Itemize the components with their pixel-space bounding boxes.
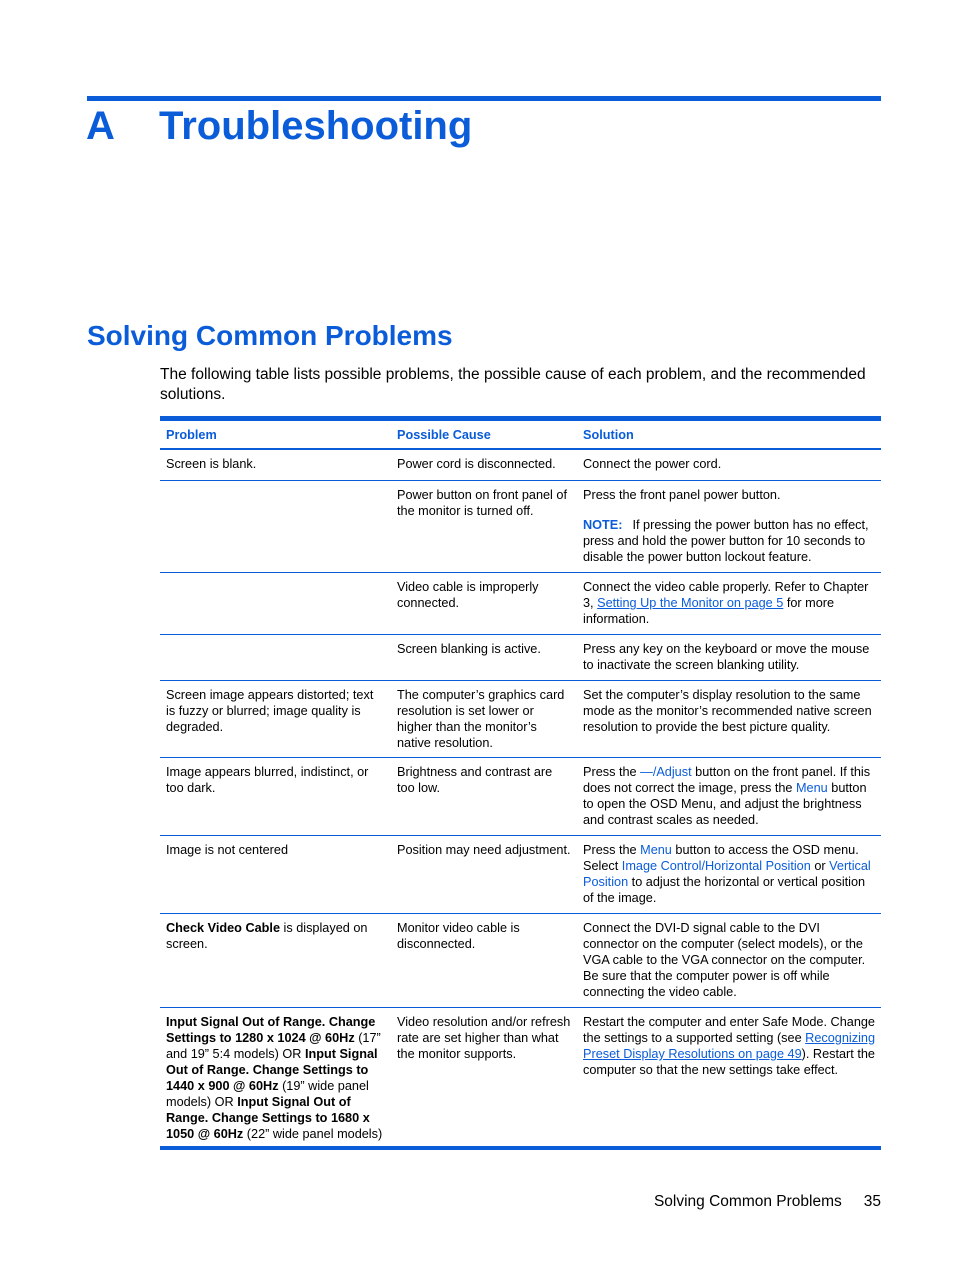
setting-up-monitor-link[interactable]: Setting Up the Monitor on page 5 [597,596,784,610]
solution-text: button to access the OSD menu. Select [583,843,859,873]
cause-cell: Power button on front panel of the monitor is turned off. [397,488,567,518]
signal-message: Input Signal Out of Range. Change Settings to 1440 x 900 @ 60Hz [166,1047,378,1093]
problem-text: (17” and 19” 5:4 models) OR [166,1031,381,1061]
chapter-title [86,100,472,152]
signal-message: Input Signal Out of Range. Change Settings to 1280 x 1024 @ 60Hz [166,1015,376,1045]
cause-cell: Position may need adjustment. [397,843,571,857]
header-cause: Possible Cause [397,428,491,442]
cause-cell: Video cable is improperly connected. [397,580,539,610]
table-row [160,1008,881,1146]
table-row [160,758,881,836]
problem-text: (22” wide panel models) [243,1127,383,1141]
problem-cell [160,641,391,680]
problem-cell: Screen is blank. [166,457,257,471]
preset-resolutions-link[interactable]: Recognizing Preset Display Resolutions on page 49 [583,1031,875,1061]
solution-text: Connect the video cable properly. Refer to Chapter 3, [583,580,869,610]
cause-cell: Brightness and contrast are too low. [397,765,553,795]
table-header-row [160,421,881,450]
problem-cell: Image appears blurred, indistinct, or too dark. [166,765,369,795]
problem-cell: Image is not centered [166,843,289,857]
solution-text: Press the [583,765,641,779]
problem-cell [160,1014,391,1146]
intro-paragraph: The following table lists possible problems, the possible cause of each problem, and the recommended solutions. [160,366,866,403]
table-row [160,481,881,573]
solution-cell: Connect the power cord. [583,457,722,471]
menu-button-ref: Menu [640,843,672,857]
solution-cell [577,579,881,634]
table-row [160,836,881,914]
solution-text: button on the front panel. If this does not correct the image, press the [583,765,871,795]
problem-text: is displayed on screen. [166,921,368,951]
solution-cell: Connect the DVI-D signal cable to the DVI connector on the computer (select models), or the VGA cable to the VGA connector on the computer. Be sure that the computer power is off while connecting the video cable. [583,921,866,999]
problem-cell: Screen image appears distorted; text is fuzzy or blurred; image quality is degraded. [166,688,374,734]
solution-text: Restart the computer and enter Safe Mode. Change the settings to a supported setting (see [583,1015,875,1045]
solution-cell: Press any key on the keyboard or move the mouse to inactivate the screen blanking utility. [583,642,870,672]
cause-cell: The computer’s graphics card resolution is set lower or higher than the monitor’s native resolution. [397,688,565,750]
page-footer [654,1193,881,1211]
solution-text: ). Restart the computer so that the new settings take effect. [583,1047,875,1077]
cause-cell: Power cord is disconnected. [397,457,556,471]
page-number: 35 [863,1193,881,1210]
solution-text: button to open the OSD Menu, and adjust the brightness and contrast scales as needed. [583,781,867,827]
solution-cell [577,1014,881,1146]
cause-cell: Monitor video cable is disconnected. [397,921,520,951]
horizontal-position-ref: Image Control/Horizontal Position [621,859,811,873]
header-solution: Solution [583,428,634,442]
solution-text: Press the [583,843,641,857]
section-title: Solving Common Problems [87,320,453,351]
table-row [160,635,881,681]
table-row [160,681,881,758]
problem-cell [160,487,391,572]
signal-message: Input Signal Out of Range. Change Settings to 1680 x 1050 @ 60Hz [166,1095,370,1141]
cause-cell: Video resolution and/or refresh rate are set higher than what the monitor supports. [397,1015,571,1061]
check-video-cable-label: Check Video Cable [166,921,280,935]
solution-cell [577,764,881,835]
table-bottom-rule [160,1146,881,1150]
solution-text: for more information. [583,596,835,626]
solution-cell: Set the computer’s display resolution to the same mode as the monitor’s recommended native screen resolution to provide the best picture quality. [583,688,872,734]
troubleshooting-table [160,416,881,1150]
table-row [160,573,881,635]
menu-button-ref: Menu [795,781,828,795]
problem-cell [160,920,391,1007]
adjust-button-ref: —/Adjust [640,765,692,779]
solution-text: to adjust the horizontal or vertical position of the image. [583,875,866,905]
header-problem: Problem [166,428,217,442]
solution-cell [577,487,881,572]
problem-text: (19” wide panel models) OR [166,1079,369,1109]
solution-cell [577,842,881,913]
table-row [160,914,881,1008]
problem-cell [160,579,391,634]
footer-section: Solving Common Problems [653,1193,842,1210]
chapter-letter: A [86,104,115,148]
vertical-position-ref: Vertical Position [583,859,871,889]
table-row [160,450,881,481]
note-label: NOTE: [583,518,623,532]
chapter-title-text: Troubleshooting [159,104,473,148]
cause-cell: Screen blanking is active. [397,642,541,656]
solution-note [583,517,875,565]
solution-text: or [810,859,830,873]
note-text: If pressing the power button has no effect, press and hold the power button for 10 seconds to disable the power button lockout feature. [583,518,869,564]
solution-text: Press the front panel power button. [583,488,781,502]
